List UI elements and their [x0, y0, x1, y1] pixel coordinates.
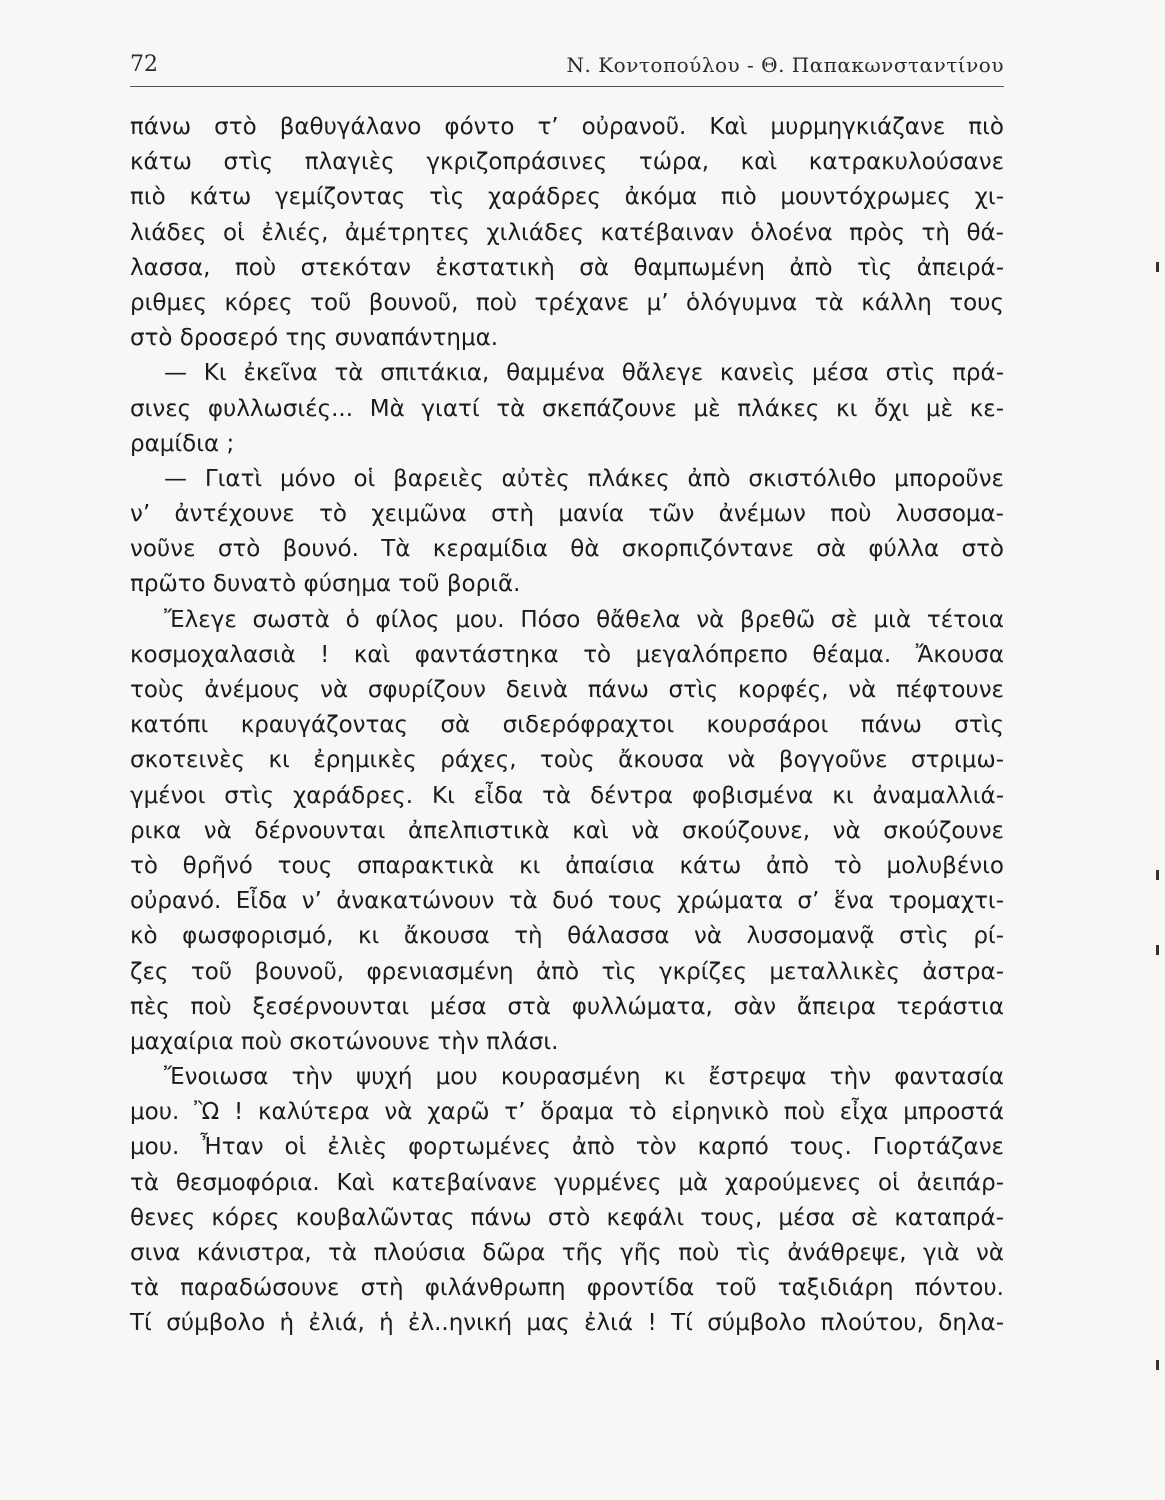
text-line: μου. Ὢ ! καλύτερα νὰ χαρῶ τ’ ὅραμα τὸ εἰρηνικὸ ποὺ εἶχα μπροστά: [130, 1099, 1004, 1126]
text-line: πρῶτο δυνατὸ φύσημα τοῦ βοριᾶ.: [130, 571, 521, 598]
edge-mark: [1156, 1360, 1159, 1370]
page-number: 72: [130, 52, 158, 77]
text-line: πάνω στὸ βαθυγάλανο φόντο τ’ οὐρανοῦ. Καὶ μυρμηγκιάζανε πιὸ: [130, 114, 1004, 140]
text-line: Τί σύμβολο ἡ ἐλιά, ἡ ἐλ..ηνική μας ἐλιά ! Τί σύμβολο πλούτου, δηλα-: [130, 1310, 1004, 1337]
text-line: λιάδες οἱ ἐλιές, ἀμέτρητες χιλιάδες κατέβαιναν ὁλοένα πρὸς τὴ θά-: [130, 219, 1004, 246]
text-line: κατόπι κραυγάζοντας σὰ σιδερόφραχτοι κουρσάροι πάνω στὶς: [130, 712, 1004, 739]
text-line: ν’ ἀντέχουνε τὸ χειμῶνα στὴ μανία τῶν ἀνέμων ποὺ λυσσομα-: [130, 501, 1004, 528]
text-line: λασσα, ποὺ στεκόταν ἐκστατικὴ σὰ θαμπωμένη ἀπὸ τὶς ἀπειρά-: [130, 254, 1004, 281]
edge-mark: [1156, 262, 1159, 272]
text-line: στὸ δροσερό της συναπάντημα.: [130, 325, 499, 352]
text-line: κὸ φωσφορισμό, κι ἄκουσα τὴ θάλασσα νὰ λυσσομανᾷ στὶς ρί-: [130, 923, 1004, 950]
header-rule: [130, 86, 1004, 87]
text-line: — Κι ἐκεῖνα τὰ σπιτάκια, θαμμένα θἄλεγε κανεὶς μέσα στὶς πρά-: [164, 360, 1004, 387]
edge-mark: [1156, 945, 1159, 955]
text-line: τὰ παραδώσουνε στὴ φιλάνθρωπη φροντίδα τοῦ ταξιδιάρη πόντου.: [130, 1275, 1004, 1302]
text-line: θενες κόρες κουβαλῶντας πάνω στὸ κεφάλι τους, μέσα σὲ καταπρά-: [130, 1204, 1004, 1231]
text-line: τὰ θεσμοφόρια. Καὶ κατεβαίνανε γυρμένες μὰ χαρούμενες οἱ ἀειπάρ-: [130, 1169, 1004, 1196]
text-line: — Γιατὶ μόνο οἱ βαρειὲς αὐτὲς πλάκες ἀπὸ σκιστόλιθο μποροῦνε: [164, 465, 1004, 492]
text-line: νοῦνε στὸ βουνό. Τὰ κεραμίδια θὰ σκορπιζόντανε σὰ φύλλα στὸ: [130, 536, 1004, 563]
text-line: σκοτεινὲς κι ἐρημικὲς ράχες, τοὺς ἄκουσα νὰ βογγοῦνε στριμω-: [130, 747, 1004, 774]
text-line: τὸ θρῆνό τους σπαρακτικὰ κι ἀπαίσια κάτω ἀπὸ τὸ μολυβένιο: [130, 852, 1004, 879]
text-line: ρικα νὰ δέρνουνται ἀπελπιστικὰ καὶ νὰ σκούζουνε, νὰ σκούζουνε: [130, 817, 1004, 844]
text-line: μαχαίρια ποὺ σκοτώνουνε τὴν πλάσι.: [130, 1028, 559, 1055]
text-line: οὐρανό. Εἶδα ν’ ἀνακατώνουν τὰ δυό τους χρώματα σ’ ἕνα τρομαχτι-: [130, 888, 1004, 915]
text-line: πιὸ κάτω γεμίζοντας τὶς χαράδρες ἀκόμα πιὸ μουντόχρωμες χι-: [130, 184, 1004, 211]
edge-mark: [1156, 870, 1159, 880]
running-head: Ν. Κοντοπούλου - Θ. Παπακωνσταντίνου: [566, 53, 1004, 77]
page-header: [130, 44, 1004, 84]
text-line: κάτω στὶς πλαγιὲς γκριζοπράσινες τώρα, καὶ κατρακυλούσανε: [130, 149, 1004, 176]
text-line: ζες τοῦ βουνοῦ, φρενιασμένη ἀπὸ τὶς γκρίζες μεταλλικὲς ἀστρα-: [130, 958, 1004, 985]
text-line: Ἔλεγε σωστὰ ὁ φίλος μου. Πόσο θἄθελα νὰ βρεθῶ σὲ μιὰ τέτοια: [164, 606, 1004, 633]
text-line: πὲς ποὺ ξεσέρνουνται μέσα στὰ φυλλώματα, σὰν ἄπειρα τεράστια: [130, 993, 1004, 1020]
text-line: τοὺς ἀνέμους νὰ σφυρίζουν δεινὰ πάνω στὶς κορφές, νὰ πέφτουνε: [130, 677, 1004, 703]
text-line: γμένοι στὶς χαράδρες. Κι εἶδα τὰ δέντρα φοβισμένα κι ἀναμαλλιά-: [130, 782, 1004, 809]
text-line: κοσμοχαλασιὰ ! καὶ φαντάστηκα τὸ μεγαλόπρεπο θέαμα. Ἄκουσα: [130, 641, 1004, 668]
text-line: ραμίδια ;: [130, 430, 235, 457]
text-line: ριθμες κόρες τοῦ βουνοῦ, ποὺ τρέχανε μ’ ὁλόγυμνα τὰ κάλλη τους: [130, 289, 1004, 316]
text-line: μου. Ἦταν οἱ ἐλιὲς φορτωμένες ἀπὸ τὸν καρπό τους. Γιορτάζανε: [130, 1134, 1004, 1161]
text-line: Ἔνοιωσα τὴν ψυχή μου κουρασμένη κι ἔστρεψα τὴν φαντασία: [164, 1064, 1004, 1091]
text-line: σινα κάνιστρα, τὰ πλούσια δῶρα τῆς γῆς ποὺ τὶς ἀνάθρεψε, γιὰ νὰ: [130, 1240, 1004, 1266]
body-text: [130, 110, 1004, 1342]
text-line: σινες φυλλωσιές... Μὰ γιατί τὰ σκεπάζουνε μὲ πλάκες κι ὄχι μὲ κε-: [130, 395, 1004, 422]
